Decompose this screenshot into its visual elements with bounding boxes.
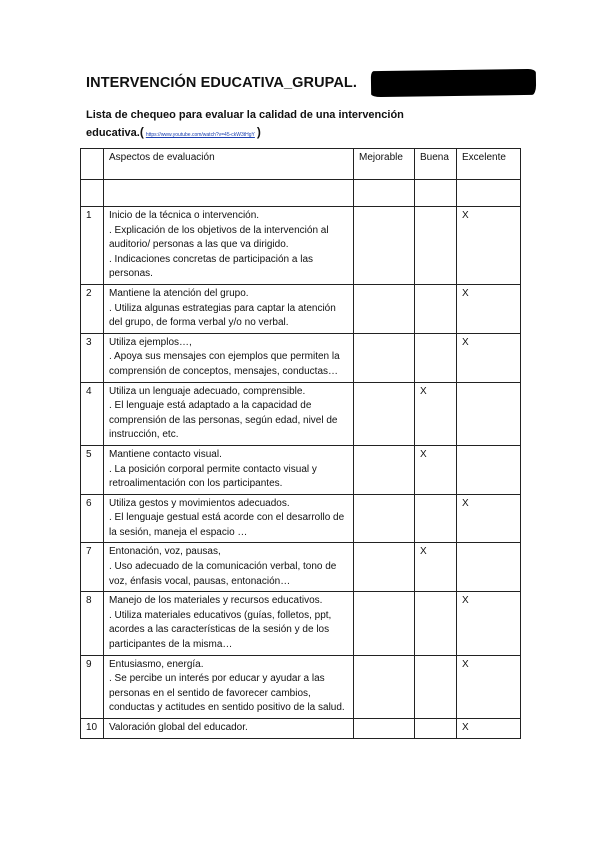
- rating-excelente-cell: [457, 543, 521, 592]
- rating-buena-cell: [415, 333, 457, 382]
- aspect-detail: . Utiliza algunas estrategias para captar la atención del grupo, de forma verbal y/o no verbal.: [109, 302, 336, 329]
- header-number: [81, 149, 104, 180]
- table-row: [81, 445, 521, 494]
- aspect-title: Utiliza un lenguaje adecuado, comprensible.: [109, 385, 306, 397]
- aspect-cell: [104, 543, 354, 592]
- rating-excelente-cell: [457, 445, 521, 494]
- rating-mejorable-cell: [354, 382, 415, 445]
- evaluation-checklist-table: [80, 148, 521, 739]
- table-row: [81, 494, 521, 543]
- header-mejorable: Mejorable: [354, 149, 415, 180]
- rating-buena-cell: X: [415, 543, 457, 592]
- rating-mejorable-cell: [354, 284, 415, 333]
- rating-excelente-cell: [457, 382, 521, 445]
- aspect-detail: . Uso adecuado de la comunicación verbal, tono de voz, énfasis vocal, pausas, entonación…: [109, 561, 337, 587]
- row-number: 5: [81, 445, 104, 494]
- rating-excelente-cell: X: [457, 333, 521, 382]
- rating-excelente-cell: X: [457, 719, 521, 739]
- rating-buena-cell: [415, 719, 457, 739]
- rating-buena-cell: [415, 655, 457, 718]
- rating-mejorable-cell: [354, 543, 415, 592]
- row-number: 3: [81, 333, 104, 382]
- table-header-row: [81, 149, 521, 180]
- rating-buena-cell: X: [415, 382, 457, 445]
- rating-excelente-cell: X: [457, 592, 521, 655]
- aspect-detail: . Apoya sus mensajes con ejemplos que permiten la comprensión de conceptos, mensajes, conductas…: [109, 351, 340, 377]
- table-row: [81, 284, 521, 333]
- aspect-detail: . El lenguaje gestual está acorde con el desarrollo de la sesión, maneja el espacio …: [109, 512, 345, 538]
- rating-buena-cell: [415, 592, 457, 655]
- open-paren: (: [139, 125, 144, 139]
- aspect-title: Mantiene contacto visual.: [109, 448, 222, 460]
- aspect-cell: [104, 655, 354, 718]
- rating-buena-cell: [415, 494, 457, 543]
- aspect-detail: . Utiliza materiales educativos (guías, folletos, ppt, acordes a las características de la sesión y de los participantes de la misma…: [109, 609, 332, 651]
- rating-mejorable-cell: [354, 207, 415, 285]
- document-title: INTERVENCIÓN EDUCATIVA_GRUPAL.: [86, 75, 358, 91]
- rating-mejorable-cell: [354, 719, 415, 739]
- aspect-cell: [104, 445, 354, 494]
- aspect-detail: . La posición corporal permite contacto visual y retroalimentación con los participantes.: [109, 463, 317, 490]
- aspect-cell: [104, 719, 354, 739]
- row-number: 1: [81, 207, 104, 285]
- subtitle-line-1: Lista de chequeo para evaluar la calidad de una intervención: [86, 109, 404, 121]
- title-row: [86, 70, 536, 96]
- redacted-name-block: [371, 69, 536, 97]
- rating-buena-cell: [415, 207, 457, 285]
- header-buena: Buena: [415, 149, 457, 180]
- rating-excelente-cell: X: [457, 284, 521, 333]
- table-body: [81, 180, 521, 739]
- aspect-title: Entusiasmo, energía.: [109, 658, 204, 670]
- row-number: 9: [81, 655, 104, 718]
- table-row: [81, 655, 521, 718]
- aspect-title: Utiliza gestos y movimientos adecuados.: [109, 497, 290, 509]
- header-excelente: Excelente: [457, 149, 521, 180]
- table-row: [81, 333, 521, 382]
- rating-buena-cell: [415, 284, 457, 333]
- aspect-detail: . Indicaciones concretas de participación a las personas.: [109, 253, 314, 280]
- aspect-detail: . Se percibe un interés por educar y ayudar a las personas en el sentido de favorecer cambios, conductas y actitudes en sentido positivo de la salud.: [109, 673, 345, 714]
- aspect-title: Mantiene la atención del grupo.: [109, 287, 249, 299]
- aspect-title: Inicio de la técnica o intervención.: [109, 210, 260, 221]
- rating-excelente-cell: X: [457, 494, 521, 543]
- header-aspect: Aspectos de evaluación: [104, 149, 354, 180]
- aspect-title: Manejo de los materiales y recursos educativos.: [109, 595, 323, 607]
- rating-buena-cell: X: [415, 445, 457, 494]
- aspect-title: Utiliza ejemplos…,: [109, 336, 192, 348]
- rating-excelente-cell: X: [457, 655, 521, 718]
- rating-mejorable-cell: [354, 445, 415, 494]
- row-number: 7: [81, 543, 104, 592]
- aspect-title: Entonación, voz, pausas,: [109, 546, 221, 558]
- table-row: [81, 543, 521, 592]
- aspect-cell: [104, 207, 354, 285]
- aspect-detail: . El lenguaje está adaptado a la capacidad de comprensión de las personas, según edad, nivel de instrucción, etc.: [109, 400, 338, 441]
- subtitle-line-2: [86, 124, 416, 144]
- table-row: [81, 207, 521, 285]
- aspect-cell: [104, 333, 354, 382]
- aspect-cell: [104, 494, 354, 543]
- rating-excelente-cell: X: [457, 207, 521, 285]
- rating-mejorable-cell: [354, 494, 415, 543]
- document-subtitle: [86, 107, 416, 144]
- row-number: 2: [81, 284, 104, 333]
- table-row: [81, 592, 521, 655]
- aspect-cell: [104, 284, 354, 333]
- rating-mejorable-cell: [354, 333, 415, 382]
- aspect-title: Valoración global del educador.: [109, 722, 248, 733]
- rating-mejorable-cell: [354, 592, 415, 655]
- table-spacer-row: [81, 180, 521, 207]
- youtube-link[interactable]: https://www.youtube.com/watch?v=45-ckW3tHgY: [145, 132, 255, 138]
- subtitle-prefix: educativa.: [86, 127, 140, 139]
- table-row: [81, 382, 521, 445]
- row-number: 6: [81, 494, 104, 543]
- close-paren: ): [256, 125, 261, 139]
- row-number: 4: [81, 382, 104, 445]
- table-row: [81, 719, 521, 739]
- row-number: 10: [81, 719, 104, 739]
- aspect-cell: [104, 382, 354, 445]
- aspect-detail: . Explicación de los objetivos de la intervención al auditorio/ personas a las que va dirigido.: [109, 224, 329, 251]
- row-number: 8: [81, 592, 104, 655]
- rating-mejorable-cell: [354, 655, 415, 718]
- aspect-cell: [104, 592, 354, 655]
